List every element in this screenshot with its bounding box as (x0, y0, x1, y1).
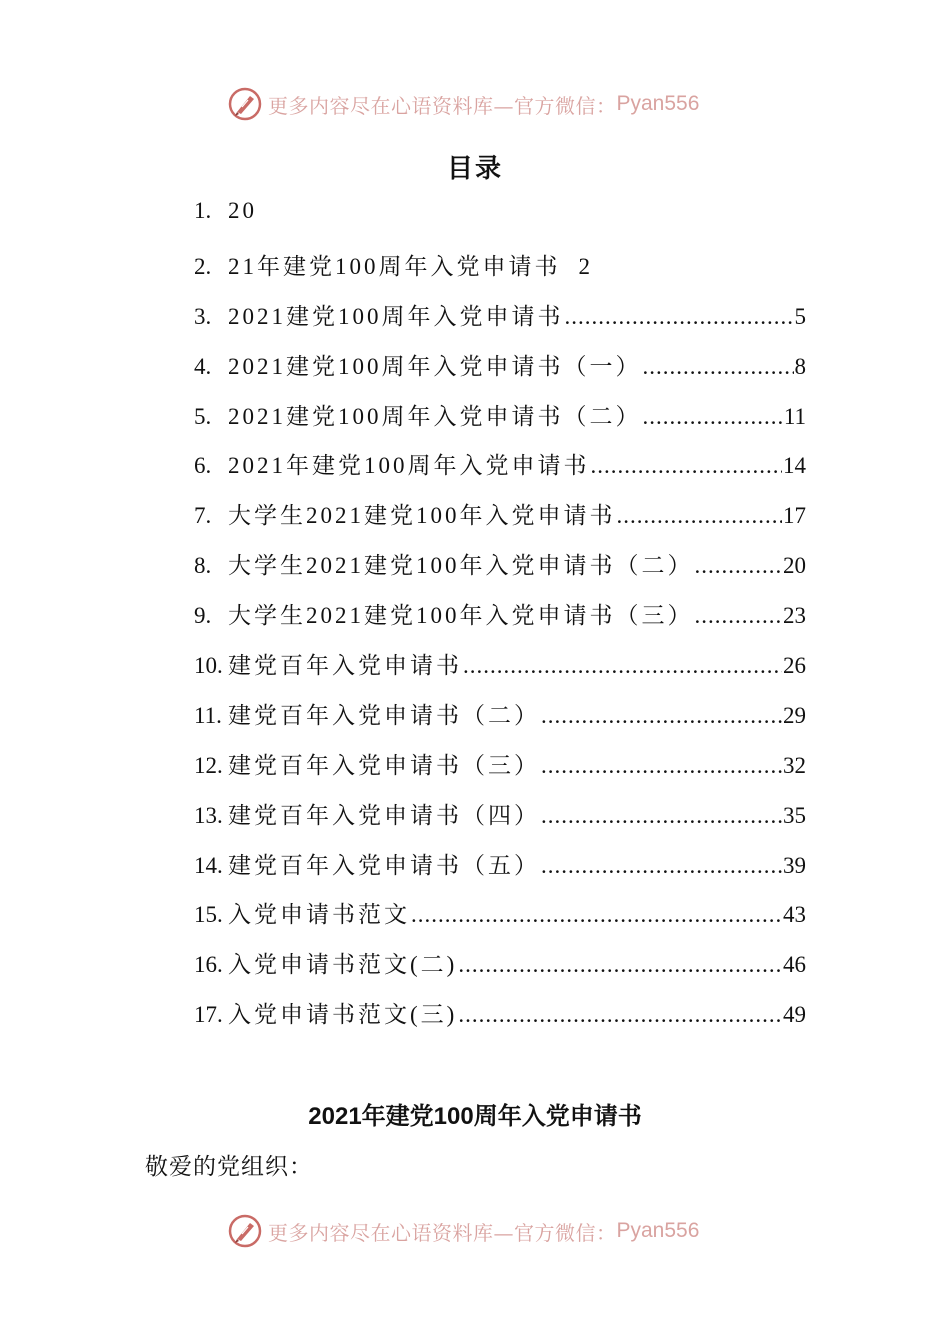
toc-leader-dots (463, 653, 782, 679)
watermark-wechat-id: Pyan556 (616, 1219, 700, 1242)
toc-leader-dots (411, 902, 782, 928)
toc-item-text: 2021建党100周年入党申请书 (228, 303, 564, 329)
toc-item-text: 建党百年入党申请书（四） (228, 802, 540, 828)
toc-item-page: 20 (783, 553, 806, 579)
toc-item[interactable] (194, 547, 806, 597)
toc-item-page: 2 (578, 253, 590, 279)
toc-item-page: 29 (783, 702, 806, 728)
toc-item-text: 大学生2021建党100年入党申请书 (228, 503, 616, 529)
toc-item[interactable] (194, 447, 806, 497)
toc-item-number: 2. (194, 253, 212, 279)
toc-item-page: 17 (783, 503, 806, 529)
toc-item-page: 14 (783, 453, 806, 479)
toc-item-number: 11. (194, 702, 222, 728)
document-title: 2021年建党100周年入党申请书 (308, 1103, 642, 1130)
toc-item[interactable] (194, 747, 806, 797)
toc-item-page: 26 (783, 653, 806, 679)
toc-leader-dots (643, 404, 783, 430)
toc-item-number: 15. (194, 902, 223, 928)
toc-item-text: 21年建党100周年入党申请书 (228, 253, 561, 279)
toc-leader-dots (541, 803, 782, 829)
quill-pen-logo-icon (228, 87, 262, 121)
toc-item-text: 入党申请书范文 (228, 902, 410, 928)
toc-item-text: 建党百年入党申请书（五） (228, 852, 540, 878)
toc-leader-dots (695, 603, 783, 629)
watermark-text: 更多内容尽在心语资料库—官方微信： (268, 1220, 617, 1245)
toc-item-number: 3. (194, 303, 212, 329)
toc-item[interactable] (194, 697, 806, 747)
toc-item-page: 49 (783, 1002, 806, 1028)
toc-item[interactable] (194, 847, 806, 897)
toc-item-number: 5. (194, 403, 212, 429)
toc-item[interactable] (194, 398, 806, 448)
salutation: 敬爱的党组织： (145, 1154, 313, 1179)
toc-item-text: 入党申请书范文(三) (228, 1002, 458, 1028)
toc-item-text: 大学生2021建党100年入党申请书（二） (228, 553, 694, 579)
toc-leader-dots (458, 952, 782, 978)
toc-leader-dots (643, 354, 794, 380)
toc-item-page: 23 (783, 603, 806, 629)
toc-item-text: 2021建党100周年入党申请书（二） (228, 403, 642, 429)
toc-item-number: 1. (194, 198, 212, 223)
toc-item[interactable] (194, 248, 806, 298)
toc-item-number: 6. (194, 453, 212, 479)
toc-item-page: 11 (783, 403, 806, 429)
toc-item[interactable] (194, 946, 806, 996)
toc-item-page: 46 (783, 952, 806, 978)
toc-item-page: 39 (783, 852, 806, 878)
toc-item-text: 入党申请书范文(二) (228, 952, 458, 978)
quill-pen-logo-icon (228, 1214, 262, 1248)
toc-item-page: 43 (783, 902, 806, 928)
toc-item[interactable] (194, 996, 806, 1046)
toc-leader-dots (541, 753, 782, 779)
toc-item-number: 10. (194, 653, 223, 679)
table-of-contents (194, 198, 806, 1046)
toc-item-number: 7. (194, 503, 212, 529)
toc-item-text: 建党百年入党申请书 (228, 653, 462, 679)
toc-leader-dots (541, 703, 782, 729)
toc-item-number: 9. (194, 603, 212, 629)
toc-leader-dots (617, 503, 783, 529)
toc-item-text: 建党百年入党申请书（三） (228, 752, 540, 778)
toc-item-number: 13. (194, 802, 223, 828)
header-watermark (228, 84, 699, 124)
toc-item-number: 16. (194, 952, 223, 978)
toc-item[interactable] (194, 497, 806, 547)
toc-leader-dots (565, 304, 794, 330)
toc-item[interactable] (194, 896, 806, 946)
toc-leader-dots (591, 453, 783, 479)
toc-leader-dots (695, 553, 783, 579)
toc-item-page: 35 (783, 802, 806, 828)
watermark-wechat-id: Pyan556 (616, 92, 700, 115)
toc-item-page: 32 (783, 752, 806, 778)
toc-item-text: 2021建党100周年入党申请书（一） (228, 353, 642, 379)
toc-item[interactable] (194, 797, 806, 847)
toc-item-number: 14. (194, 852, 223, 878)
toc-item-page: 8 (794, 353, 806, 379)
toc-title: 目录 (446, 154, 503, 183)
toc-item[interactable] (194, 298, 806, 348)
toc-item[interactable] (194, 597, 806, 647)
toc-item[interactable] (194, 348, 806, 398)
toc-item-text: 大学生2021建党100年入党申请书（三） (228, 603, 694, 629)
toc-item-page: 5 (794, 303, 806, 329)
toc-item-number: 4. (194, 353, 212, 379)
toc-leader-dots (458, 1002, 782, 1028)
toc-item-number: 12. (194, 752, 223, 778)
footer-watermark (228, 1211, 699, 1251)
toc-item-number: 17. (194, 1002, 223, 1028)
toc-item[interactable] (194, 198, 806, 248)
toc-item[interactable] (194, 647, 806, 697)
toc-item-text: 2021年建党100周年入党申请书 (228, 453, 590, 479)
toc-leader-dots (541, 853, 782, 879)
toc-item-text: 建党百年入党申请书（二） (228, 702, 540, 728)
watermark-text: 更多内容尽在心语资料库—官方微信： (268, 93, 617, 118)
toc-item-text: 20 (228, 198, 257, 223)
toc-item-number: 8. (194, 553, 212, 579)
